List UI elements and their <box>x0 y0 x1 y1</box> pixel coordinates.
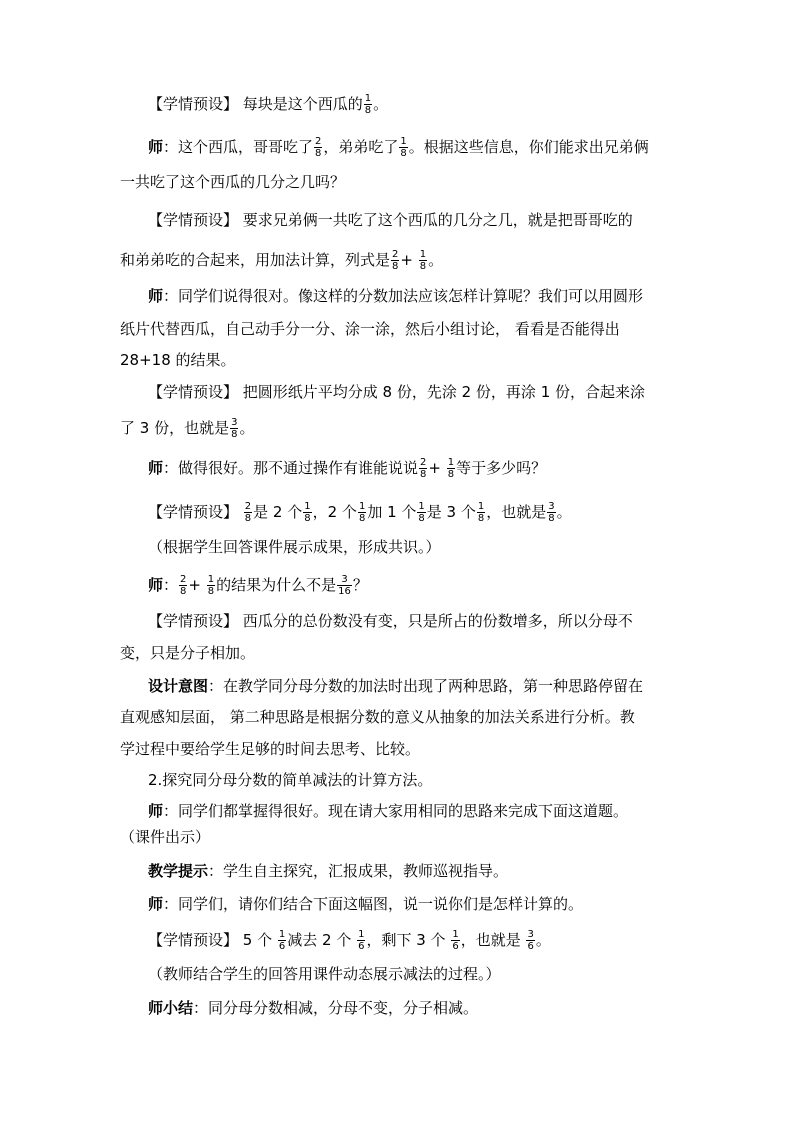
fraction-denominator: 8 <box>477 513 485 524</box>
text-line <box>120 417 254 440</box>
fraction-numerator: 2 <box>392 249 399 260</box>
text-line <box>148 610 633 632</box>
text-run: 纸片代替西瓜，自己动手分一分、涂一涂，然后小组讨论， 看看是否能得出 <box>120 320 620 338</box>
fraction <box>391 249 399 272</box>
text-line <box>120 826 210 848</box>
speaker-label: 教学提示 <box>148 862 209 880</box>
text-line <box>148 285 643 307</box>
text-run: 和弟弟吃的合起来，用加法计算，列式是 <box>120 251 391 269</box>
text-line <box>148 536 441 558</box>
fraction-denominator: 8 <box>244 513 252 524</box>
fraction-denominator: 6 <box>452 941 459 952</box>
fraction-numerator: 1 <box>452 929 459 940</box>
text-run: （教师结合学生的回答用课件动态展示减法的过程。） <box>148 965 501 983</box>
fraction-numerator: 2 <box>180 574 187 585</box>
fraction <box>337 574 352 597</box>
text-run: 等于多少吗？ <box>456 459 547 477</box>
text-run: 变，只是分子相加。 <box>120 644 256 662</box>
fraction-numerator: 1 <box>358 929 365 940</box>
fraction <box>303 501 311 524</box>
text-run: ：同学们，请你们结合下面这幅图，说一说你们是怎样计算的。 <box>163 895 584 913</box>
fraction <box>278 929 286 952</box>
fraction <box>447 457 455 480</box>
fraction-numerator: 3 <box>341 574 348 585</box>
text-line <box>148 860 508 882</box>
text-run: （根据学生回答课件展示成果，形成共识。） <box>148 538 441 556</box>
fraction-denominator: 8 <box>315 148 322 159</box>
speaker-label: 师 <box>148 576 164 594</box>
fraction-denominator: 6 <box>358 941 365 952</box>
text-run: + <box>400 251 418 269</box>
text-line <box>120 642 255 664</box>
fraction-numerator: 2 <box>315 136 322 147</box>
text-line <box>148 963 501 985</box>
fraction-numerator: 3 <box>527 929 534 940</box>
text-run: 了 3 份，也就是 <box>120 419 230 437</box>
text-line <box>148 893 583 915</box>
fraction-numerator: 1 <box>418 501 425 512</box>
text-line <box>120 706 635 728</box>
fraction <box>230 417 238 440</box>
fraction <box>179 574 187 597</box>
fraction-numerator: 3 <box>548 501 555 512</box>
text-line <box>148 501 572 524</box>
text-line <box>148 997 478 1019</box>
text-run: ，也就是 <box>460 931 526 949</box>
fraction <box>399 136 407 159</box>
text-line <box>148 574 368 597</box>
fraction-denominator: 6 <box>527 941 534 952</box>
text-run: ，2 个 <box>312 503 357 521</box>
text-line <box>148 929 551 952</box>
text-run: ：学生自主探究，汇报成果，教师巡视指导。 <box>208 862 509 880</box>
speaker-label: 师 <box>148 802 164 820</box>
text-line <box>120 249 443 272</box>
text-line <box>148 769 432 791</box>
fraction-denominator: 8 <box>207 586 215 597</box>
fraction-denominator: 8 <box>447 469 455 480</box>
fraction-numerator: 1 <box>419 249 427 260</box>
text-run: ：这个西瓜，哥哥吃了 <box>163 138 314 156</box>
text-run: ：同学们说得很对。像这样的分数加法应该怎样计算呢？我们可以用圆形 <box>163 287 644 305</box>
text-run: 【学情预设】 把圆形纸片平均分成 8 份，先涂 2 份，再涂 1 份，合起来涂 <box>148 383 646 401</box>
speaker-label: 师 <box>148 138 164 156</box>
text-line <box>148 136 649 159</box>
fraction-denominator: 8 <box>304 513 311 524</box>
fraction-denominator: 8 <box>180 586 187 597</box>
fraction-denominator: 8 <box>419 261 427 272</box>
fraction <box>419 457 427 480</box>
text-run: ：在教学同分母分数的加法时出现了两种思路，第一种思路停留在 <box>208 677 644 695</box>
fraction-denominator: 8 <box>358 513 366 524</box>
fraction-denominator: 8 <box>548 513 555 524</box>
text-line <box>148 209 633 231</box>
text-run: 28+18 的结果。 <box>120 351 236 369</box>
text-run: ：做得很好。那不通过操作有谁能说说 <box>163 459 419 477</box>
text-run: 【学情预设】 <box>148 503 243 521</box>
text-line <box>120 171 345 193</box>
text-run: 【学情预设】 5 个 <box>148 931 277 949</box>
fraction <box>244 501 252 524</box>
text-run: 一共吃了这个西瓜的几分之几吗？ <box>120 173 346 191</box>
text-line <box>120 349 236 371</box>
fraction <box>314 136 322 159</box>
fraction <box>357 929 365 952</box>
text-line <box>120 318 620 340</box>
fraction <box>417 501 425 524</box>
text-run: 学过程中要给学生足够的时间去思考、比较。 <box>120 740 421 758</box>
text-run: 是 2 个 <box>253 503 303 521</box>
text-line <box>148 675 643 697</box>
text-run: 的结果为什么不是 <box>216 576 337 594</box>
speaker-label: 师 <box>148 287 164 305</box>
fraction-numerator: 1 <box>447 457 455 468</box>
fraction <box>547 501 555 524</box>
text-run: （课件出示） <box>120 828 211 846</box>
text-run: 。 <box>556 503 572 521</box>
fraction <box>451 929 459 952</box>
fraction-denominator: 8 <box>392 261 399 272</box>
fraction <box>419 249 427 272</box>
text-run: + <box>188 576 206 594</box>
text-run: 。 <box>535 931 551 949</box>
text-run: 。 <box>428 251 444 269</box>
fraction-denominator: 8 <box>400 148 407 159</box>
speaker-label: 师小结 <box>148 999 194 1017</box>
text-run: ：同分母分数相减，分母不变，分子相减。 <box>193 999 479 1017</box>
text-run: ？ <box>352 576 368 594</box>
fraction-numerator: 1 <box>400 136 407 147</box>
fraction-denominator: 16 <box>338 586 351 597</box>
text-run: 2.探究同分母分数的简单减法的计算方法。 <box>148 771 433 789</box>
fraction-denominator: 8 <box>420 469 427 480</box>
fraction-numerator: 2 <box>244 501 252 512</box>
text-run: + <box>428 459 446 477</box>
fraction-denominator: 6 <box>278 941 286 952</box>
text-run: ，弟弟吃了 <box>323 138 399 156</box>
text-run: 减去 2 个 <box>287 931 357 949</box>
text-run: 。根据这些信息，你们能求出兄弟俩 <box>408 138 649 156</box>
fraction-numerator: 1 <box>358 501 366 512</box>
text-line <box>148 381 645 403</box>
speaker-label: 师 <box>148 895 164 913</box>
fraction-denominator: 8 <box>418 513 425 524</box>
text-run: 。 <box>373 95 389 113</box>
speaker-label: 设计意图 <box>148 677 209 695</box>
text-run: 是 3 个 <box>426 503 476 521</box>
fraction <box>364 93 372 116</box>
text-run: 加 1 个 <box>367 503 417 521</box>
text-line <box>148 800 628 822</box>
text-run: 。 <box>239 419 255 437</box>
fraction <box>207 574 215 597</box>
text-line <box>120 738 420 760</box>
text-run: 【学情预设】 要求兄弟俩一共吃了这个西瓜的几分之几，就是把哥哥吃的 <box>148 211 633 229</box>
fraction-numerator: 1 <box>304 501 311 512</box>
text-run: ： <box>163 576 179 594</box>
fraction <box>526 929 534 952</box>
text-run: ，也就是 <box>486 503 547 521</box>
text-line <box>148 457 546 480</box>
speaker-label: 师 <box>148 459 164 477</box>
text-run: ：同学们都掌握得很好。现在请大家用相同的思路来完成下面这道题。 <box>163 802 629 820</box>
fraction-numerator: 2 <box>420 457 427 468</box>
fraction-numerator: 1 <box>477 501 485 512</box>
text-run: 【学情预设】 每块是这个西瓜的 <box>148 95 363 113</box>
fraction <box>358 501 366 524</box>
text-run: 直观感知层面， 第二种思路是根据分数的意义从抽象的加法关系进行分析。教 <box>120 708 635 726</box>
fraction-denominator: 8 <box>231 429 238 440</box>
fraction-numerator: 1 <box>207 574 215 585</box>
fraction-numerator: 1 <box>278 929 286 940</box>
fraction-denominator: 8 <box>364 105 372 116</box>
fraction-numerator: 3 <box>231 417 238 428</box>
text-run: 【学情预设】 西瓜分的总份数没有变，只是所占的份数增多，所以分母不 <box>148 612 633 630</box>
fraction <box>477 501 485 524</box>
text-run: ，剩下 3 个 <box>366 931 451 949</box>
text-line <box>148 93 388 116</box>
fraction-numerator: 1 <box>364 93 372 104</box>
